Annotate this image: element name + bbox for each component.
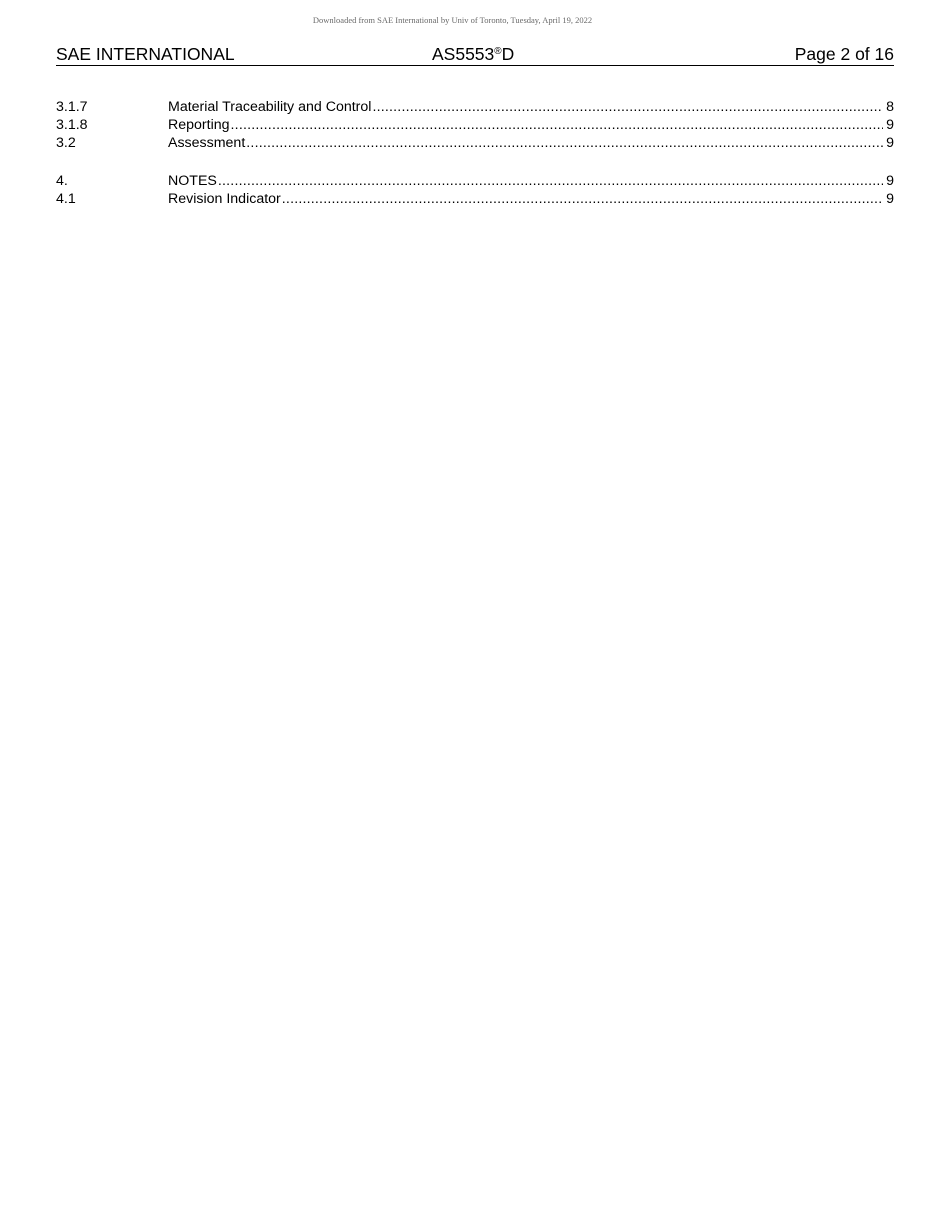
toc-dot-leader bbox=[246, 134, 883, 152]
registered-mark: ® bbox=[494, 46, 502, 57]
toc-section-title: Reporting bbox=[168, 117, 230, 133]
toc-section-title: Assessment bbox=[168, 135, 246, 151]
toc-section-number: 4.1 bbox=[56, 191, 76, 207]
toc-section-number: 4. bbox=[56, 173, 68, 189]
download-watermark: Downloaded from SAE International by Univ of Toronto, Tuesday, April 19, 2022 bbox=[312, 15, 593, 25]
toc-section-number: 3.2 bbox=[56, 135, 76, 151]
toc-entry[interactable] bbox=[56, 98, 894, 116]
toc-page-number: 9 bbox=[886, 117, 894, 133]
toc-page-number: 9 bbox=[886, 191, 894, 207]
page-number: Page 2 of 16 bbox=[794, 44, 894, 64]
toc-section-number: 3.1.7 bbox=[56, 99, 88, 115]
toc-dot-leader bbox=[372, 98, 883, 116]
toc-section-title: Material Traceability and Control bbox=[168, 99, 372, 115]
publisher-name: SAE INTERNATIONAL bbox=[56, 44, 235, 64]
toc-dot-leader bbox=[282, 190, 883, 208]
toc-dot-leader bbox=[218, 172, 883, 190]
document-number-main: AS5553 bbox=[432, 44, 495, 64]
toc-dot-leader bbox=[231, 116, 884, 134]
toc-page-number: 8 bbox=[886, 99, 894, 115]
toc-section-number: 3.1.8 bbox=[56, 117, 88, 133]
toc-entry[interactable] bbox=[56, 172, 894, 190]
table-of-contents bbox=[56, 98, 894, 208]
toc-page-number: 9 bbox=[886, 173, 894, 189]
document-number bbox=[432, 43, 514, 65]
document-revision: D bbox=[501, 44, 515, 64]
toc-section-title: NOTES bbox=[168, 173, 217, 189]
page-header bbox=[56, 43, 894, 66]
toc-entry[interactable] bbox=[56, 116, 894, 134]
toc-section-title: Revision Indicator bbox=[168, 191, 281, 207]
toc-entry[interactable] bbox=[56, 134, 894, 152]
toc-page-number: 9 bbox=[886, 135, 894, 151]
toc-entry[interactable] bbox=[56, 190, 894, 208]
